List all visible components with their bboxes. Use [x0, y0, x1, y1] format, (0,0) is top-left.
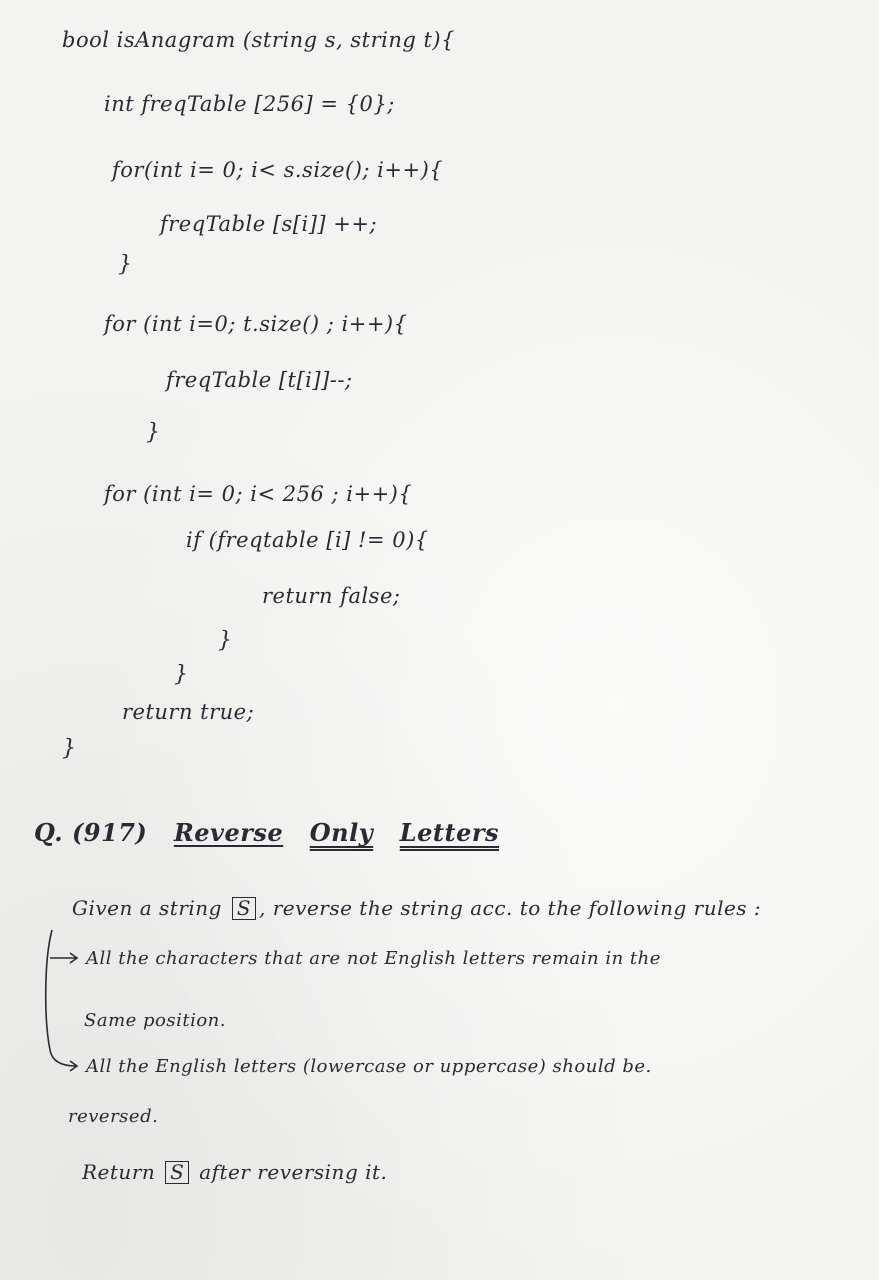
return-text-2: after reversing it.: [199, 1160, 388, 1184]
question-number: (917): [71, 818, 148, 847]
code-freq-decl: int freqTable [256] = {0};: [104, 92, 395, 116]
code-loop1-head: for(int i= 0; i< s.size(); i++){: [112, 158, 444, 182]
code-loop3-close: }: [174, 662, 189, 687]
var-s-box: S: [232, 897, 256, 920]
code-loop2-head: for (int i=0; t.size() ; i++){: [104, 312, 408, 336]
code-loop2-close: }: [146, 420, 161, 445]
code-loop1-body: freqTable [s[i]] ++;: [160, 212, 378, 236]
rule1-arrow-icon: [50, 953, 77, 963]
var-s-box-return: S: [165, 1161, 189, 1184]
code-loop3-head: for (int i= 0; i< 256 ; i++){: [104, 482, 413, 506]
return-text-1: Return: [82, 1160, 156, 1184]
code-if-head: if (freqtable [i] != 0){: [186, 528, 429, 552]
code-if-close: }: [218, 628, 233, 653]
rule2-line1: All the English letters (lowercase or uppercase) should be.: [86, 1056, 652, 1077]
intro-text-2: , reverse the string acc. to the following rules :: [259, 896, 762, 920]
question-title-word3: Letters: [399, 818, 500, 847]
code-loop2-body: freqTable [t[i]]--;: [166, 368, 353, 392]
code-loop1-close: }: [118, 252, 133, 277]
question-prefix: Q.: [34, 818, 64, 847]
question-title-word1: Reverse: [173, 818, 284, 847]
rule2-line2: reversed.: [68, 1106, 159, 1127]
rule2-arrow-icon: [50, 1050, 77, 1071]
code-return-true: return true;: [122, 700, 255, 724]
code-func-close: }: [62, 736, 77, 761]
rule1-line2: Same position.: [84, 1010, 226, 1031]
rule-bracket-line: [46, 930, 52, 1050]
code-signature: bool isAnagram (string s, string t){: [62, 28, 455, 52]
question-title-word2: Only: [309, 818, 374, 847]
intro-text-1: Given a string: [72, 896, 222, 920]
rule1-line1: All the characters that are not English letters remain in the: [86, 948, 661, 969]
code-return-false: return false;: [262, 584, 401, 608]
